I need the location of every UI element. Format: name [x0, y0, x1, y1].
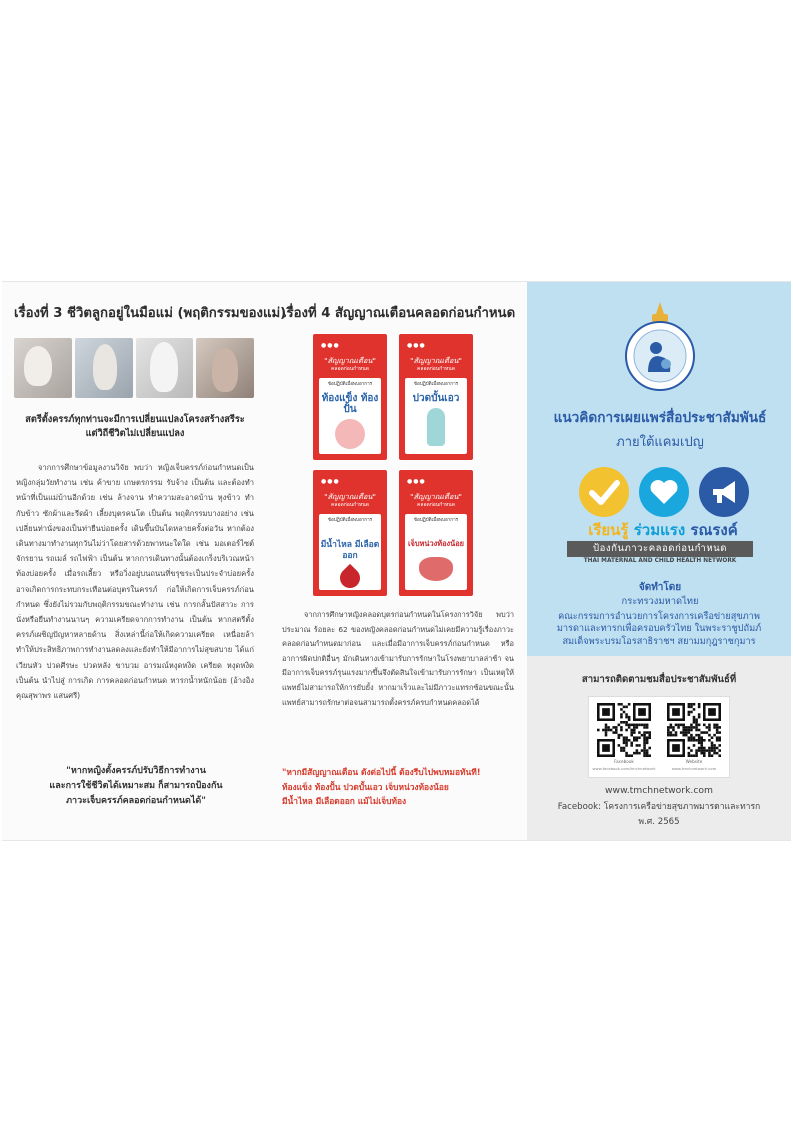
- photo-1: [14, 338, 72, 398]
- megaphone-icon: [699, 467, 749, 517]
- logo-dots-icon: ●●●: [407, 478, 426, 485]
- network-name: THAI MATERNAL AND CHILD HEALTH NETWORK: [583, 558, 737, 564]
- heart-icon: [639, 467, 689, 517]
- campaign-icons: [579, 467, 749, 517]
- photo-3: [136, 338, 194, 398]
- warning-card-2: ●●● "สัญญาณเตือน" คลอดก่อนกำหนด ข้อปฏิบัติเมื่อพบอาการ ปวดบั้นเอว: [399, 334, 473, 460]
- column-story-3: [2, 282, 287, 840]
- story-3-subheading: สตรีตั้งครรภ์ทุกท่านจะมีการเปลี่ยนแปลงโครงสร้างสรีระ แต่วิถีชีวิตไม่เปลี่ยนแปลง: [25, 414, 245, 439]
- woman-illustration-icon: [427, 408, 445, 446]
- blood-drop-icon: [336, 564, 364, 592]
- facebook-qr-code[interactable]: [597, 703, 651, 757]
- facebook-link[interactable]: Facebook: โครงการเครือข่ายสุขภาพมารดาและทารก: [557, 802, 761, 812]
- campaign-slogan: เรียนรู้ ร่วมแรง รณรงค์: [588, 521, 738, 539]
- logo-dots-icon: ●●●: [321, 342, 340, 349]
- website-link[interactable]: www.tmchnetwork.com: [605, 785, 713, 796]
- warning-card-1: ●●● "สัญญาณเตือน" คลอดก่อนกำหนด ข้อปฏิบัติเมื่อพบอาการ ท้องแข็ง ท้องปั้น: [313, 334, 387, 460]
- network-seal-logo: [622, 300, 698, 392]
- publication-year: พ.ศ. 2565: [638, 817, 680, 827]
- pelvis-illustration-icon: [419, 557, 453, 581]
- story-4-quote: "หากมีสัญญาณเตือน ดังต่อไปนี้ ต้องรีบไปพบหมอทันที! ท้องแข็ง ท้องปั้น ปวดบั้นเอว เจ็บหน่วงท้องน้อย มีน้ำไหล มีเลือดออก แม้ไม่เจ็บท้อง: [282, 767, 481, 807]
- website-qr-url: www.tmchnetwork.com: [671, 766, 717, 771]
- belly-illustration-icon: [335, 419, 365, 449]
- warning-card-3: ●●● "สัญญาณเตือน" คลอดก่อนกำหนด ข้อปฏิบัติเมื่อพบอาการ มีน้ำไหล มีเลือดออก: [313, 470, 387, 596]
- campaign-title: แนวคิดการเผยแพร่สื่อประชาสัมพันธ์: [553, 410, 767, 426]
- story-3-quote: "หากหญิงตั้งครรภ์ปรับวิธีการทำงาน และการใช้ชีวิตได้เหมาะสม ก็สามารถป้องกัน ภาวะเจ็บครรภ์คลอดก่อนกำหนดได้": [49, 766, 223, 806]
- brochure-sheet: [2, 281, 791, 841]
- photo-4: [196, 338, 254, 398]
- prevent-banner: ป้องกันภาวะคลอดก่อนกำหนด: [567, 541, 753, 557]
- facebook-qr-label: Facebook: [614, 759, 634, 764]
- story-3-body: จากการศึกษาข้อมูลงานวิจัย พบว่า หญิงเจ็บครรภ์ก่อนกำหนดเป็นหญิงกลุ่มวัยทำงาน เช่น ค้าขาย เกษตรกรรม รับจ้าง เป็นต้น และต้องทำหน้าที่เป็นแม่บ้านอีกด้วย เช่น ล้างจาน ทำความสะอาดบ้าน หุงข้าว ทำกับข้าว ซักผ้าและรีดผ้า เลี้ยงบุตรคนโต เป็นต้น พฤติกรรมบางอย่าง เช่น เปลี่ยนท่านั่งของเป็นท่ายืนบ่อยครั้ง เดินขึ้นบันไดหลายครั้งต่อวัน หากต้องเดินทางมาทำงานทุกวันไม่ว่าโดยสารด้วยพาหนะใดใด เช่น มอเตอร์ไซต์ จักรยาน รถเมล์ รถไฟฟ้า เป็นต้น หากการเดินทางนั้นต้องเกร็งบริเวณหน้าท้องบ่อยครั้ง เมื่อรถเลี้ยว หรือวิ่งอยู่บนถนนที่ขรุขระเป็นประจำบ่อยครั้ง อาจเกิดการกระทบกระเทือนต่อบุตรในครรภ์ ก่อให้เกิดการเจ็บครรภ์ก่อนกำหนด ซึ่งยังไม่รวมกับพฤติกรรมขณะทำงาน เช่น การกลั้นปัสสาวะ การนั่งหรือยืนทำงานนานๆ ความเครียดจากการทำงาน เป็นต้น หากสตรีตั้งครรภ์เผชิญปัญหาหลายด้าน สิ่งเหล่านี้ก่อให้เกิดความเครียด เหนื่อยล้า ทำให้ประสิทธิภาพการทำงานลดลงและยังทำให้มีอาการไม่สุขสบาย ได้แก่ เวียนหัว ปวดศีรษะ ปวดหลัง ขาบวม อารมณ์หงุดหงิด เครียด หงุดหงิด เป็นต้น นำไปสู่ การเกิด การคลอดก่อนกำหนด ทารกน้ำหนักน้อย (อ้างอิง คุณสุพาพร แสนศรี): [16, 463, 254, 701]
- ministry-name: กระทรวงมหาดไทย: [621, 596, 699, 607]
- website-qr-label: Website: [685, 759, 703, 764]
- warning-card-4: ●●● "สัญญาณเตือน" คลอดก่อนกำหนด ข้อปฏิบัติเมื่อพบอาการ เจ็บหน่วงท้องน้อย: [399, 470, 473, 596]
- organizer-label: จัดทำโดย: [638, 582, 682, 593]
- check-icon: [579, 467, 629, 517]
- warning-signs-cards: [313, 334, 473, 602]
- logo-dots-icon: ●●●: [321, 478, 340, 485]
- column-campaign: [527, 282, 791, 840]
- contact-section: [527, 656, 791, 840]
- committee-name: คณะกรรมการอำนวยการโครงการเครือข่ายสุขภาพ มารดาและทารกเพื่อครอบครัวไทย ในพระราชูปถัมภ์ สมเด็จพระบรมโอรสาธิราชฯ สยามมกุฎราชกุมาร: [556, 611, 762, 647]
- story-4-body: จากการศึกษาหญิงคลอดบุตรก่อนกำหนดในโครงการวิจัย พบว่า ประมาณ ร้อยละ 62 ของหญิงคลอดก่อนกำหนดไม่เคยมีความรู้เรื่องภาวะคลอดก่อนกำหนดมาก่อน และเมื่อมีอาการเจ็บครรภ์ก่อนกำหนด หรือ อาการผิดปกติอื่นๆ มักเดินทางเข้ามารับการรักษาในโรงพยาบาลล่าช้า จนมีอาการเจ็บครรภ์รุนแรงมากขึ้นจึงตัดสินใจเข้ามารับการรักษา เป็นเหตุให้แพทย์ไม่สามารถให้การยับยั้ง หากมาเร็วและไม่มีภาวะแทรกซ้อนขณะนั้น แพทย์สามารถรักษาต่อจนสามารถตั้งครรภ์ครบกำหนดคลอดได้: [282, 610, 514, 707]
- follow-heading: สามารถติดตามชมสื่อประชาสัมพันธ์ที่: [581, 674, 737, 685]
- qr-codes: [588, 696, 730, 778]
- photo-2: [75, 338, 133, 398]
- campaign-subtitle: ภายใต้แคมเปญ: [616, 435, 704, 450]
- column-story-4: [268, 282, 525, 840]
- website-qr-code[interactable]: [667, 703, 721, 757]
- pregnant-women-photos: [14, 338, 254, 398]
- facebook-qr-url: www.facebook.com/tmchnetwork: [592, 766, 656, 771]
- story-4-heading: เรื่องที่ 4 สัญญาณเตือนคลอดก่อนกำหนด: [282, 306, 516, 321]
- story-3-heading: เรื่องที่ 3 ชีวิตลูกอยู่ในมือแม่ (พฤติกรรมของแม่): [14, 306, 287, 321]
- logo-dots-icon: ●●●: [407, 342, 426, 349]
